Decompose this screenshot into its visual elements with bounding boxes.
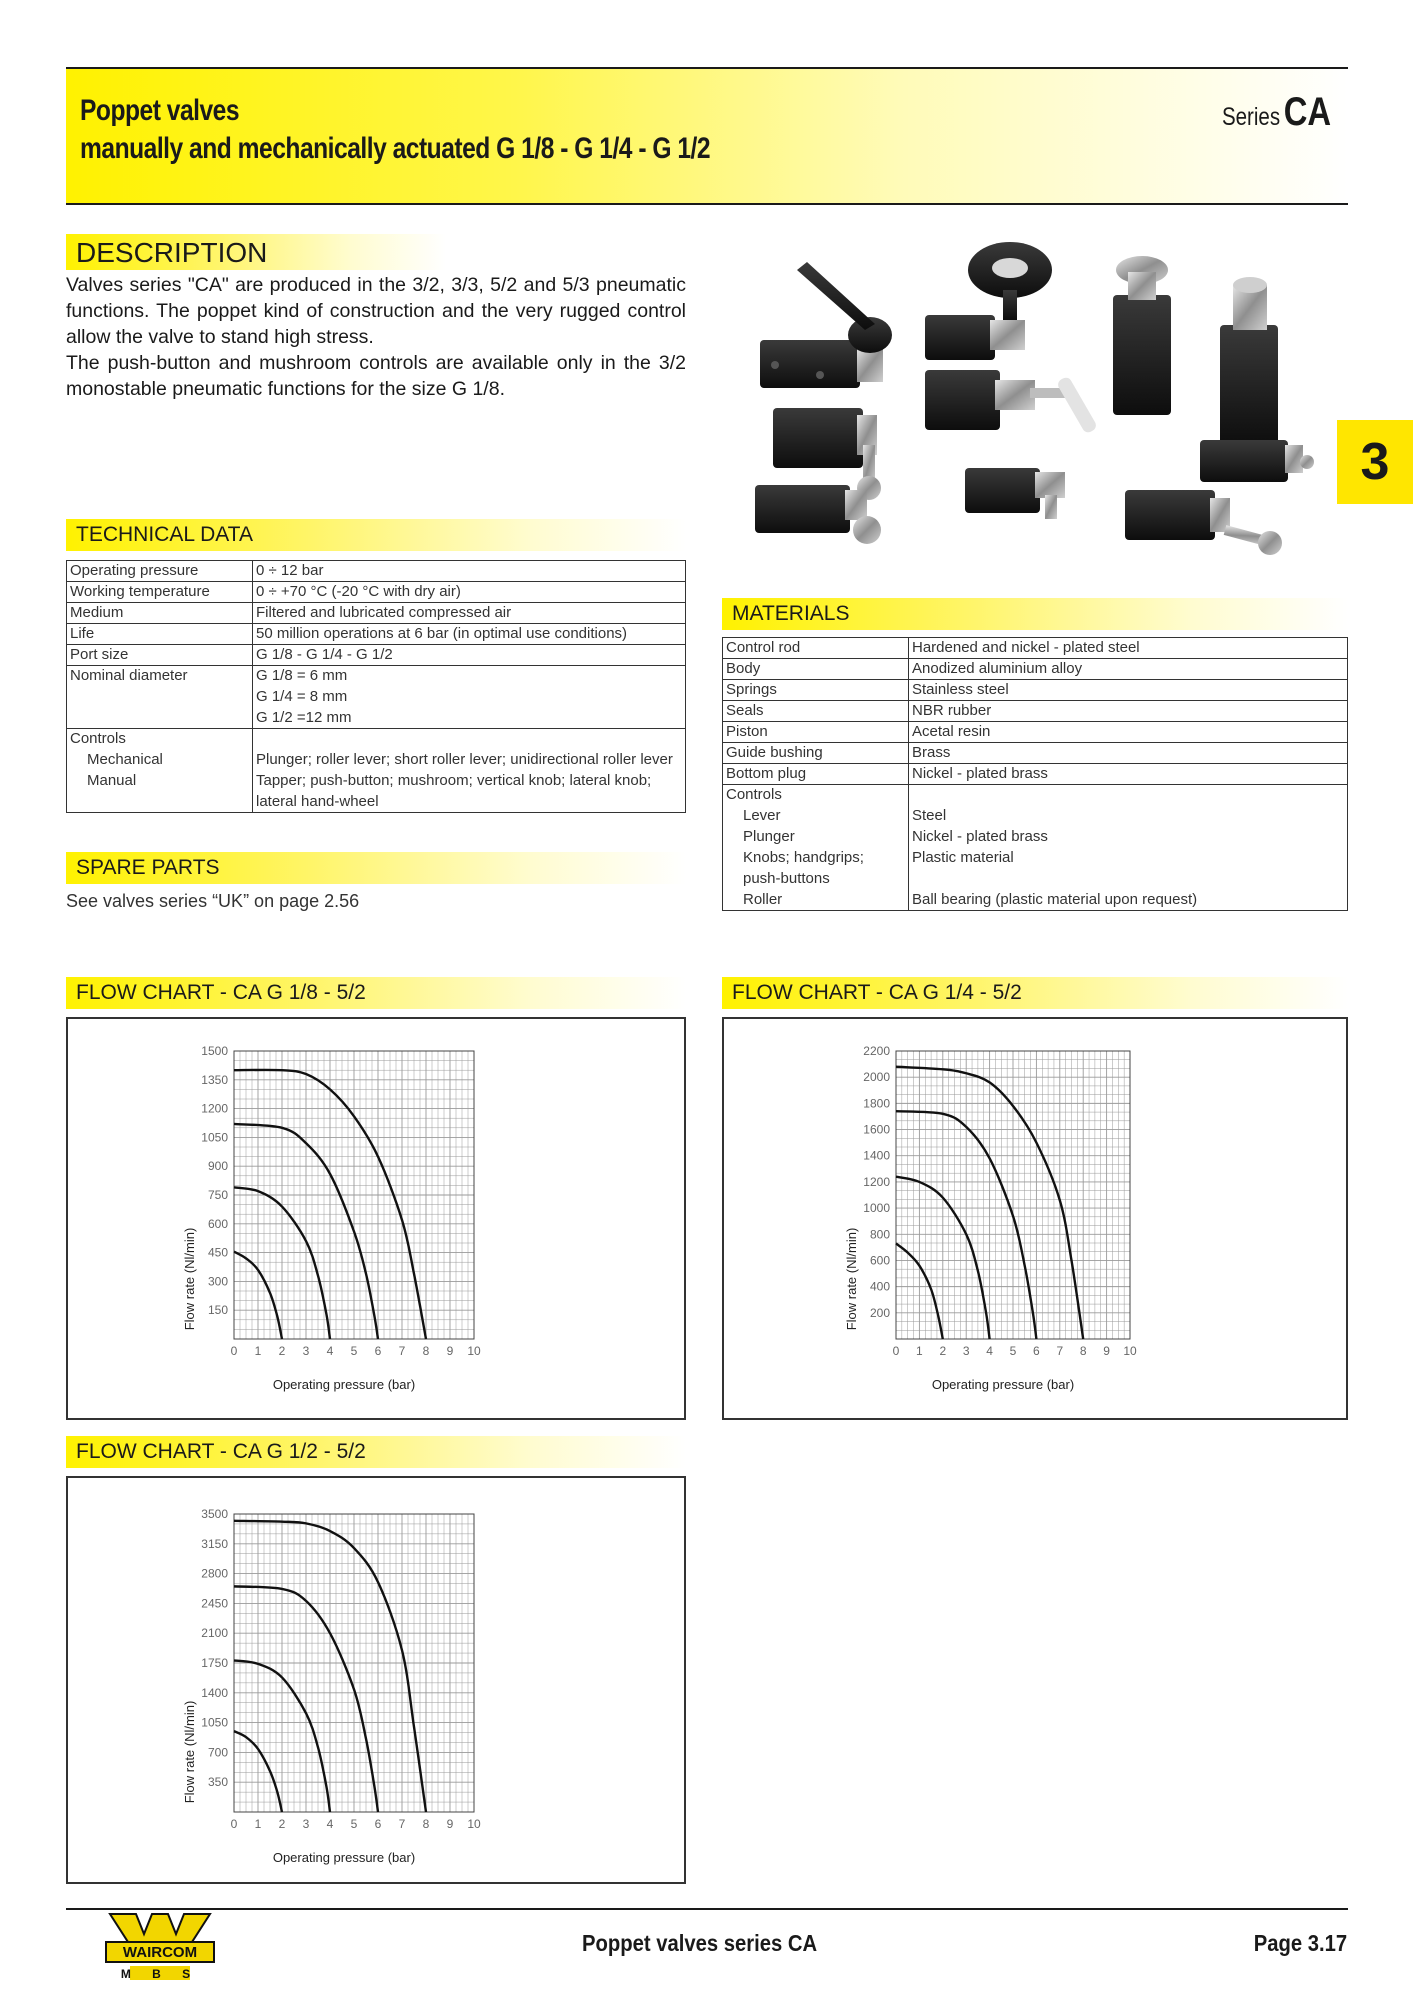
logo-subtext: M B S <box>120 1967 200 1981</box>
valve-plunger <box>965 468 1065 519</box>
materials-label: Guide bushing <box>723 743 909 764</box>
chart1-frame <box>66 1017 686 1420</box>
materials-value <box>909 869 1348 890</box>
x-tick-label: 10 <box>1123 1344 1137 1358</box>
flow-chart-g18 <box>68 1019 684 1418</box>
x-tick-label: 4 <box>986 1344 993 1358</box>
y-tick-label: 400 <box>869 1279 890 1294</box>
x-tick-label: 3 <box>302 1817 310 1831</box>
materials-label: Roller <box>723 890 909 911</box>
y-tick-label: 3500 <box>201 1507 228 1521</box>
technical-data-value: G 1/4 = 8 mm <box>253 687 686 708</box>
materials-label: Plunger <box>723 827 909 848</box>
section-tab: 3 <box>1337 420 1413 504</box>
technical-data-value: G 1/8 = 6 mm <box>253 666 686 687</box>
materials-row <box>723 869 1348 890</box>
x-tick-label: 9 <box>446 1344 454 1358</box>
materials-label: Control rod <box>723 638 909 659</box>
technical-data-value: G 1/2 =12 mm <box>253 708 686 729</box>
materials-label: Bottom plug <box>723 764 909 785</box>
x-tick-label: 5 <box>1009 1344 1017 1358</box>
y-tick-label: 350 <box>207 1775 228 1790</box>
x-tick-label: 2 <box>278 1344 286 1358</box>
technical-data-row <box>67 708 686 729</box>
materials-value: Hardened and nickel - plated steel <box>909 638 1348 659</box>
materials-label: push-buttons <box>723 869 909 890</box>
x-tick-label: 1 <box>254 1344 262 1358</box>
y-tick-label: 1500 <box>201 1044 228 1058</box>
flow-chart-g14 <box>724 1019 1346 1418</box>
technical-data-label: Controls <box>67 729 253 750</box>
chart1-heading: FLOW CHART - CA G 1/8 - 5/2 <box>66 977 686 1009</box>
valve-unidirectional-roller <box>1125 490 1282 555</box>
materials-row <box>723 701 1348 722</box>
materials-label: Body <box>723 659 909 680</box>
technical-data-value: 0 ÷ 12 bar <box>253 561 686 582</box>
series-word: Series <box>1221 103 1280 131</box>
product-photo <box>745 240 1360 585</box>
footer-title: Poppet valves series CA <box>582 1930 818 1956</box>
x-axis-label: Operating pressure (bar) <box>272 1377 416 1392</box>
materials-label: Piston <box>723 722 909 743</box>
x-tick-label: 3 <box>962 1344 970 1358</box>
description-para-2: The push-button and mushroom controls are available only in the 3/2 monostable pneumatic functions for the size G 1/8. <box>66 352 686 400</box>
valve-hand-wheel <box>925 242 1052 360</box>
technical-data-row <box>67 792 686 813</box>
y-tick-label: 2450 <box>201 1596 228 1611</box>
technical-data-value: Plunger; roller lever; short roller lever; unidirectional roller lever <box>253 750 686 771</box>
y-tick-label: 200 <box>869 1305 890 1320</box>
y-tick-label: 800 <box>869 1227 890 1242</box>
technical-data-label: Medium <box>67 603 253 624</box>
y-axis-label: Flow rate (Nl/min) <box>182 1227 197 1331</box>
technical-data-label: Operating pressure <box>67 561 253 582</box>
technical-data-value: Filtered and lubricated compressed air <box>253 603 686 624</box>
technical-data-row <box>67 582 686 603</box>
y-axis-label: Flow rate (Nl/min) <box>844 1227 859 1331</box>
valve-lever <box>760 262 892 388</box>
technical-data-label: Nominal diameter <box>67 666 253 687</box>
technical-data-row <box>67 687 686 708</box>
series-label <box>1222 90 1331 135</box>
x-tick-label: 6 <box>1033 1344 1040 1358</box>
technical-data-row <box>67 561 686 582</box>
materials-heading: MATERIALS <box>722 598 1348 630</box>
x-tick-label: 2 <box>278 1817 286 1831</box>
valve-short-roller <box>755 485 881 544</box>
footer-rule <box>66 1908 1348 1910</box>
technical-data-value: 50 million operations at 6 bar (in optimal use conditions) <box>253 624 686 645</box>
technical-data-row <box>67 750 686 771</box>
materials-value: Anodized aluminium alloy <box>909 659 1348 680</box>
technical-data-value <box>253 729 686 750</box>
materials-value: Brass <box>909 743 1348 764</box>
technical-data-value: lateral hand-wheel <box>253 792 686 813</box>
materials-value: Acetal resin <box>909 722 1348 743</box>
x-tick-label: 5 <box>350 1817 358 1831</box>
materials-value: Plastic material <box>909 848 1348 869</box>
technical-data-label <box>67 687 253 708</box>
technical-data-row <box>67 645 686 666</box>
description-text <box>66 272 686 402</box>
materials-value: NBR rubber <box>909 701 1348 722</box>
spare-parts-heading: SPARE PARTS <box>66 852 686 884</box>
y-tick-label: 2800 <box>201 1566 228 1581</box>
x-tick-label: 6 <box>374 1344 382 1358</box>
materials-value: Steel <box>909 806 1348 827</box>
y-tick-label: 1050 <box>201 1715 228 1730</box>
x-tick-label: 0 <box>230 1817 238 1831</box>
materials-row <box>723 722 1348 743</box>
materials-row <box>723 848 1348 869</box>
technical-data-row <box>67 603 686 624</box>
y-tick-label: 3150 <box>201 1536 228 1551</box>
y-tick-label: 700 <box>207 1745 228 1760</box>
materials-row <box>723 659 1348 680</box>
x-tick-label: 6 <box>374 1817 382 1831</box>
materials-label: Seals <box>723 701 909 722</box>
x-tick-label: 5 <box>350 1344 358 1358</box>
page-subtitle: manually and mechanically actuated G 1/8 - G 1/4 - G 1/2 <box>80 132 711 165</box>
header-rule <box>66 203 1348 205</box>
technical-data-value: Tapper; push-button; mushroom; vertical knob; lateral knob; <box>253 771 686 792</box>
page-title: Poppet valves <box>80 94 240 127</box>
y-tick-label: 900 <box>207 1159 228 1174</box>
x-tick-label: 8 <box>422 1344 430 1358</box>
x-tick-label: 8 <box>422 1817 430 1831</box>
y-tick-label: 1750 <box>201 1656 228 1670</box>
materials-row <box>723 827 1348 848</box>
x-tick-label: 8 <box>1079 1344 1087 1358</box>
chart2-frame <box>722 1017 1348 1420</box>
y-tick-label: 1400 <box>201 1685 228 1700</box>
technical-data-label: Working temperature <box>67 582 253 603</box>
y-axis-label: Flow rate (Nl/min) <box>182 1700 197 1804</box>
chart-grid <box>234 1514 474 1812</box>
technical-data-label <box>67 792 253 813</box>
y-tick-label: 450 <box>207 1245 228 1260</box>
materials-value: Stainless steel <box>909 680 1348 701</box>
y-tick-label: 600 <box>207 1216 228 1231</box>
technical-data-row <box>67 666 686 687</box>
y-tick-label: 1000 <box>863 1201 890 1216</box>
chart2-heading: FLOW CHART - CA G 1/4 - 5/2 <box>722 977 1348 1009</box>
y-tick-label: 2000 <box>863 1070 890 1085</box>
x-tick-label: 0 <box>892 1344 900 1358</box>
technical-data-label: Manual <box>67 771 253 792</box>
valve-tapper <box>925 370 1098 434</box>
x-tick-label: 1 <box>254 1817 262 1831</box>
waircom-logo <box>100 1912 220 1984</box>
materials-table <box>722 637 1348 911</box>
y-tick-label: 150 <box>207 1303 228 1318</box>
valve-mushroom <box>1113 256 1171 415</box>
technical-data-label: Life <box>67 624 253 645</box>
x-tick-label: 9 <box>446 1817 454 1831</box>
materials-value <box>909 785 1348 806</box>
logo-text: WAIRCOM <box>122 1944 198 1961</box>
x-tick-label: 4 <box>326 1344 334 1358</box>
materials-row <box>723 890 1348 911</box>
x-tick-label: 1 <box>916 1344 923 1358</box>
materials-row <box>723 764 1348 785</box>
x-tick-label: 9 <box>1103 1344 1110 1358</box>
technical-data-heading: TECHNICAL DATA <box>66 519 686 551</box>
x-tick-label: 10 <box>467 1344 481 1358</box>
technical-data-row <box>67 729 686 750</box>
technical-data-row <box>67 624 686 645</box>
x-tick-label: 7 <box>398 1344 406 1358</box>
materials-label: Springs <box>723 680 909 701</box>
y-tick-label: 1800 <box>863 1096 890 1111</box>
x-axis-label: Operating pressure (bar) <box>272 1850 416 1865</box>
materials-value: Nickel - plated brass <box>909 827 1348 848</box>
y-tick-label: 600 <box>869 1253 890 1268</box>
description-heading: DESCRIPTION <box>66 234 446 270</box>
materials-label: Knobs; handgrips; <box>723 848 909 869</box>
y-tick-label: 300 <box>207 1274 228 1289</box>
materials-label: Controls <box>723 785 909 806</box>
valve-plunger-small <box>1200 440 1314 482</box>
series-code: CA <box>1283 90 1331 134</box>
x-tick-label: 7 <box>398 1817 406 1831</box>
chart-grid <box>896 1051 1130 1339</box>
chart3-heading: FLOW CHART - CA G 1/2 - 5/2 <box>66 1436 686 1468</box>
description-para-1: Valves series "CA" are produced in the 3/2, 3/3, 5/2 and 5/3 pneumatic functions. The poppet kind of construction and the very rugged control allow the valve to stand high stress. <box>66 274 686 348</box>
technical-data-label: Mechanical <box>67 750 253 771</box>
technical-data-label: Port size <box>67 645 253 666</box>
materials-label: Lever <box>723 806 909 827</box>
x-tick-label: 7 <box>1056 1344 1064 1358</box>
y-tick-label: 1600 <box>863 1122 890 1137</box>
x-tick-label: 4 <box>326 1817 334 1831</box>
y-tick-label: 1200 <box>201 1101 228 1116</box>
valve-push-button <box>1220 277 1278 445</box>
y-tick-label: 1200 <box>863 1174 890 1189</box>
flow-chart-g12 <box>68 1478 684 1882</box>
y-tick-label: 1050 <box>201 1130 228 1145</box>
y-tick-label: 750 <box>207 1188 228 1202</box>
materials-row <box>723 680 1348 701</box>
y-tick-label: 1350 <box>201 1072 228 1087</box>
materials-value: Nickel - plated brass <box>909 764 1348 785</box>
chart3-frame <box>66 1476 686 1884</box>
x-axis-label: Operating pressure (bar) <box>931 1377 1075 1392</box>
y-tick-label: 2200 <box>863 1044 890 1058</box>
materials-value: Ball bearing (plastic material upon request) <box>909 890 1348 911</box>
technical-data-table <box>66 560 686 813</box>
page-number: Page 3.17 <box>1253 1930 1347 1956</box>
technical-data-value: G 1/8 - G 1/4 - G 1/2 <box>253 645 686 666</box>
technical-data-row <box>67 771 686 792</box>
y-tick-label: 2100 <box>201 1626 228 1641</box>
x-tick-label: 10 <box>467 1817 481 1831</box>
x-tick-label: 3 <box>302 1344 310 1358</box>
materials-row <box>723 743 1348 764</box>
materials-row <box>723 785 1348 806</box>
x-tick-label: 2 <box>939 1344 947 1358</box>
y-tick-label: 1400 <box>863 1148 890 1163</box>
technical-data-label <box>67 708 253 729</box>
x-tick-label: 0 <box>230 1344 238 1358</box>
materials-row <box>723 806 1348 827</box>
technical-data-value: 0 ÷ +70 °C (-20 °C with dry air) <box>253 582 686 603</box>
spare-parts-text: See valves series “UK” on page 2.56 <box>66 891 360 911</box>
materials-row <box>723 638 1348 659</box>
